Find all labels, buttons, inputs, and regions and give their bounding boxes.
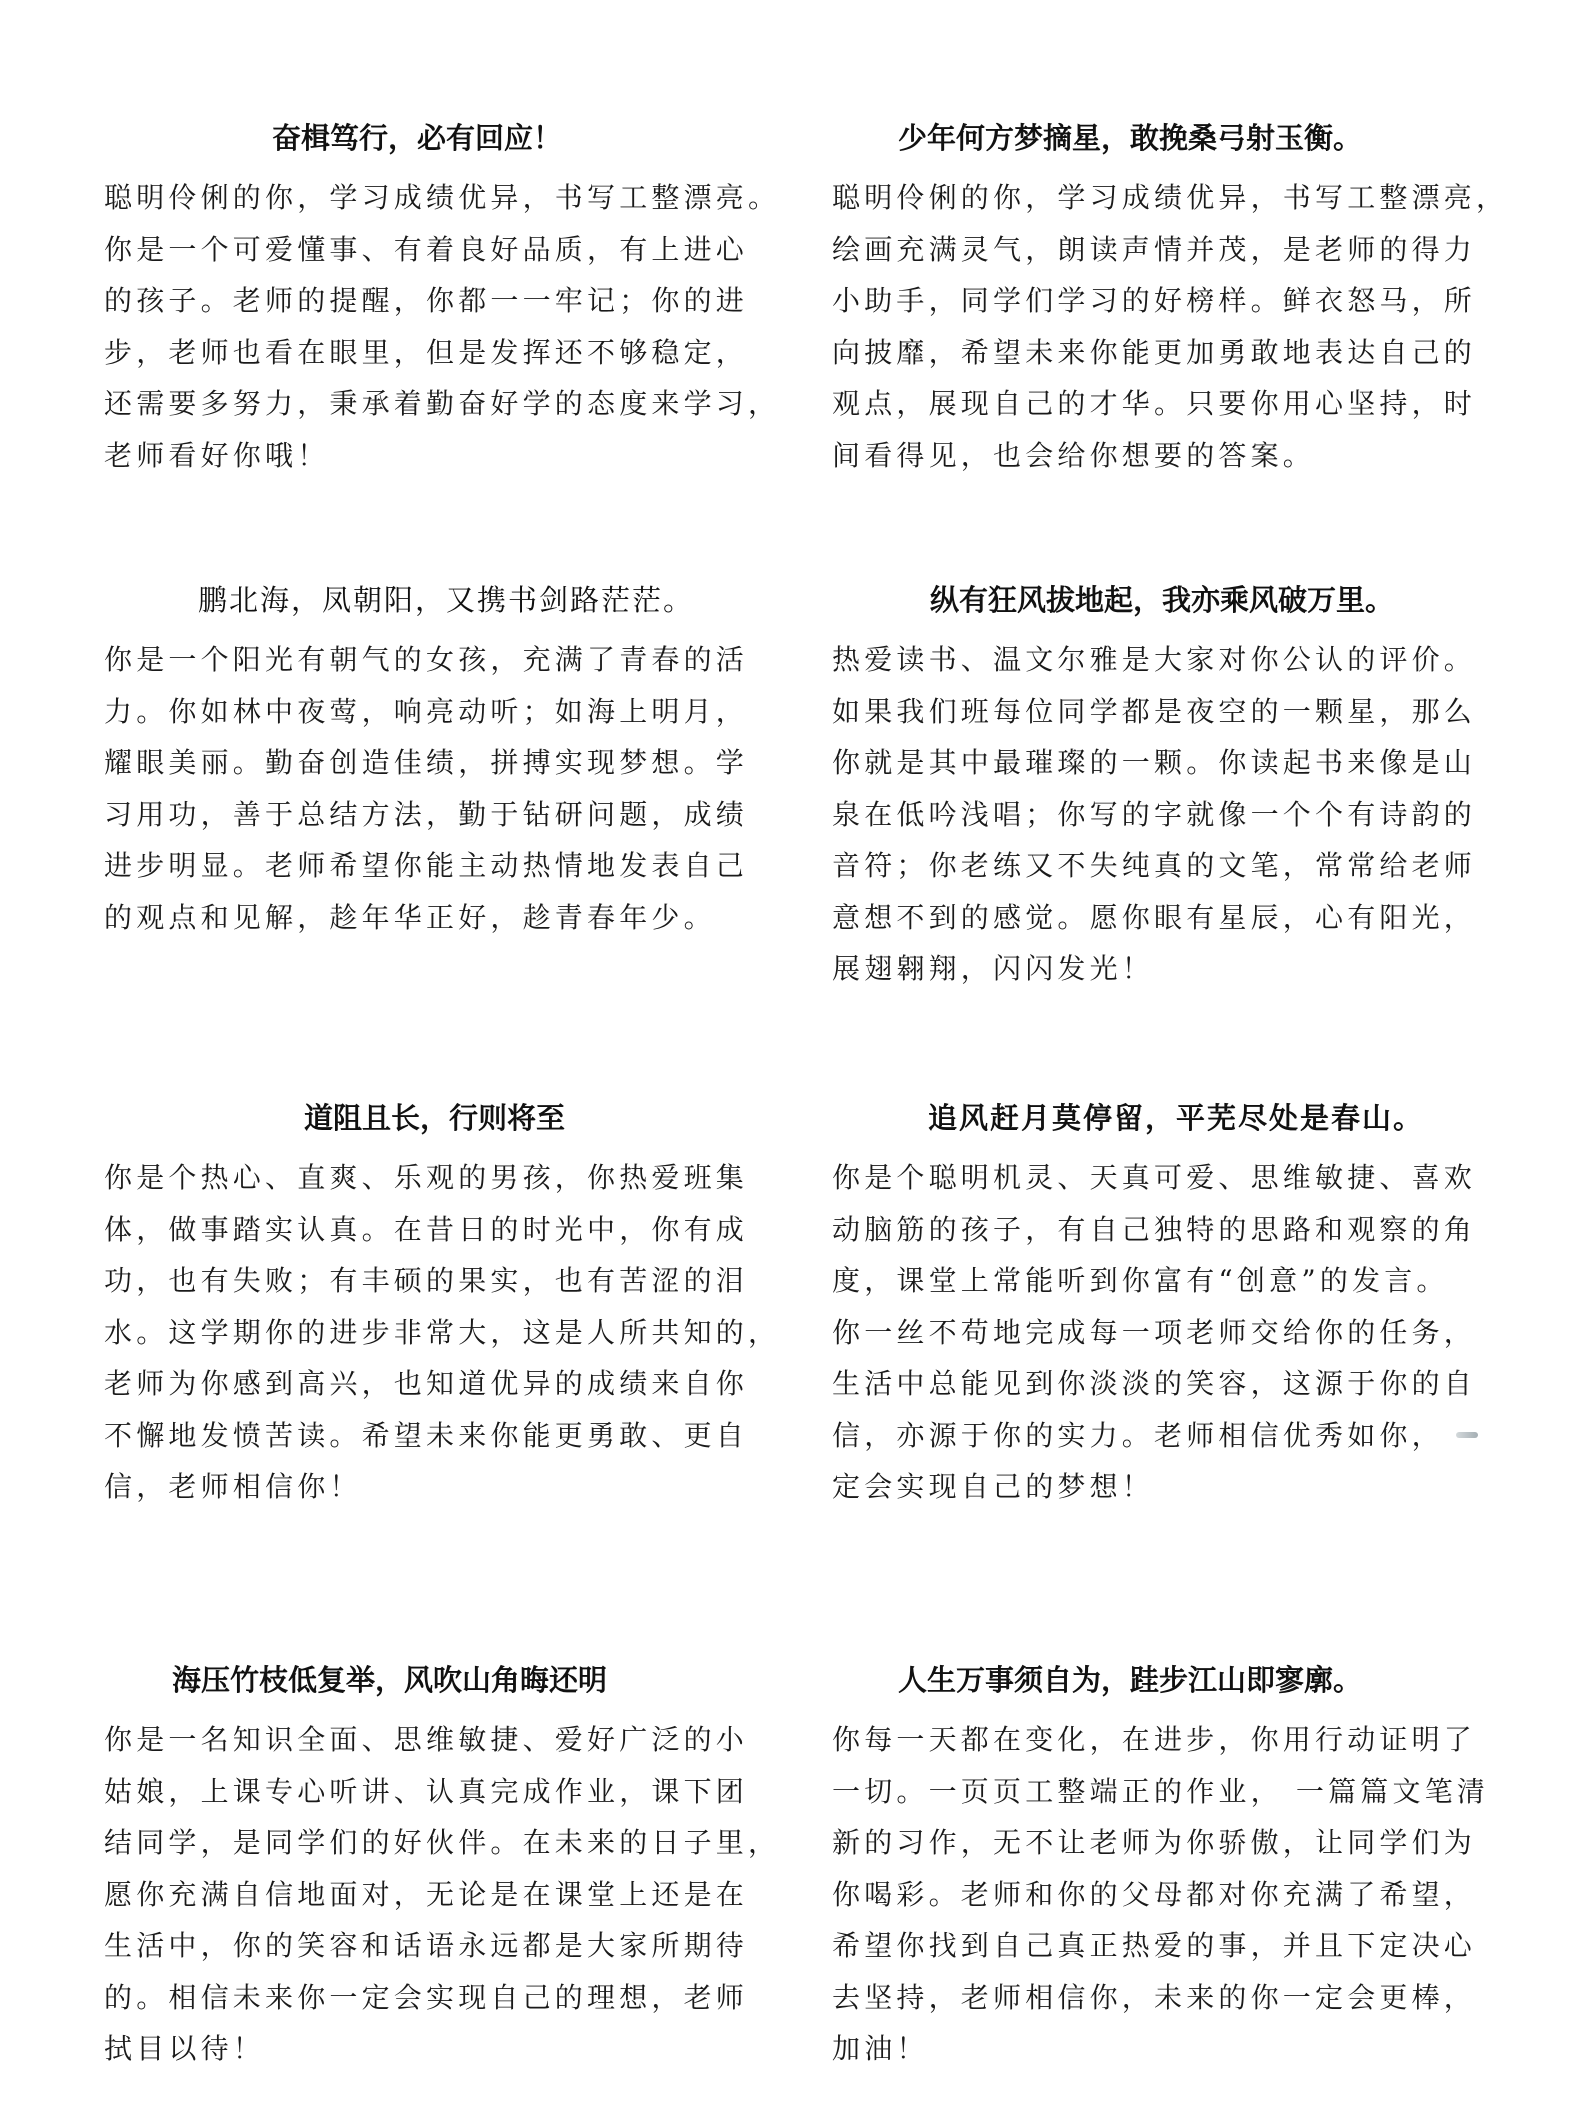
card-body-line: 小助手，同学们学习的好榜样。鲜衣怒马，所	[832, 284, 1477, 317]
card-body-line: 希望你找到自己真正热爱的事，并且下定决心	[832, 1929, 1477, 1962]
card-body-line: 聪明伶俐的你，学习成绩优异，书写工整漂亮。	[104, 181, 781, 214]
card-body-line: 你是个聪明机灵、天真可爱、思维敏捷、喜欢	[832, 1161, 1477, 1194]
card-body-line: 生活中总能见到你淡淡的笑容，这源于你的自	[832, 1367, 1477, 1400]
card-body-line: 信，老师相信你！	[104, 1470, 362, 1503]
card-body-line: 你是一个阳光有朝气的女孩，充满了青春的活	[104, 643, 749, 676]
card-body-line: 向披靡，希望未来你能更加勇敢地表达自己的	[832, 335, 1477, 369]
ink-smudge	[1456, 1432, 1478, 1438]
card-body-line: 信，亦源于你的实力。老师相信优秀如你，	[832, 1418, 1444, 1452]
card-body-line: 你是一名知识全面、思维敏捷、爱好广泛的小	[104, 1723, 749, 1756]
card-body-line: 生活中，你的笑容和话语永远都是大家所期待	[104, 1929, 749, 1962]
card-body-line: 愿你充满自信地面对，无论是在课堂上还是在	[104, 1877, 749, 1911]
card-body-line: 新的习作，无不让老师为你骄傲，让同学们为	[832, 1826, 1477, 1859]
card-title: 海压竹枝低复举，风吹山角晦还明	[172, 1663, 608, 1697]
card-body-line: 观点，展现自己的才华。只要你用心坚持，时	[832, 387, 1477, 420]
comment-card-1	[104, 118, 784, 481]
card-body-line: 间看得见，也会给你想要的答案。	[832, 438, 1316, 472]
card-body-line: 意想不到的感觉。愿你眼有星辰，心有阳光，	[832, 900, 1477, 934]
card-body-line: 的。相信未来你一定会实现自己的理想，老师	[104, 1980, 749, 2014]
card-body-line: 功，也有失败；有丰硕的果实，也有苦涩的泪	[104, 1264, 749, 1297]
card-body	[832, 634, 1512, 995]
card-title: 奋楫笃行，必有回应！	[272, 121, 563, 155]
card-body-line: 进步明显。老师希望你能主动热情地发表自己	[104, 849, 749, 882]
comment-card-7	[104, 1660, 784, 2075]
card-body-line: 加油！	[832, 2032, 929, 2065]
card-body	[104, 1152, 784, 1513]
comment-card-8	[832, 1660, 1512, 2075]
card-body-line: 耀眼美丽。勤奋创造佳绩，拼搏实现梦想。学	[104, 746, 749, 779]
card-body-line: 你是个热心、直爽、乐观的男孩，你热爱班集	[104, 1161, 749, 1194]
card-body-line: 还需要多努力，秉承着勤奋好学的态度来学习，	[104, 387, 781, 420]
card-body-line: 拭目以待！	[104, 2032, 266, 2065]
card-body-line: 泉在低吟浅唱；你写的字就像一个个有诗韵的	[832, 797, 1477, 831]
card-title: 鹏北海，凤朝阳，又携书剑路茫茫。	[198, 583, 695, 617]
card-body	[832, 1152, 1512, 1513]
comment-card-5	[104, 1098, 784, 1513]
card-body	[104, 634, 784, 943]
card-body-line: 水。这学期你的进步非常大，这是人所共知的，	[104, 1315, 781, 1349]
card-body	[832, 1714, 1512, 2075]
comment-card-4	[832, 580, 1512, 995]
card-body-line: 去坚持，老师相信你，未来的你一定会更棒，	[832, 1980, 1477, 2014]
card-body	[832, 172, 1512, 481]
comment-card-3	[104, 580, 784, 943]
card-body-line: 老师看好你哦！	[104, 438, 330, 472]
card-body-line: 力。你如林中夜莺，响亮动听；如海上明月，	[104, 694, 749, 728]
card-title: 少年何方梦摘星，敢挽桑弓射玉衡。	[898, 121, 1363, 155]
card-title: 人生万事须自为，跬步江山即寥廓。	[898, 1663, 1363, 1697]
card-body-line: 姑娘，上课专心听讲、认真完成作业，课下团	[104, 1774, 749, 1808]
card-body-line: 不懈地发愤苦读。希望未来你能更勇敢、更自	[104, 1418, 749, 1452]
card-body-line: 你就是其中最璀璨的一颗。你读起书来像是山	[832, 746, 1477, 779]
comment-card-6	[832, 1098, 1512, 1513]
card-title: 道阻且长，行则将至	[304, 1101, 566, 1135]
card-body-line: 老师为你感到高兴，也知道优异的成绩来自你	[104, 1367, 749, 1400]
card-body-line: 的孩子。老师的提醒，你都一一牢记；你的进	[104, 284, 749, 317]
card-body-line: 结同学，是同学们的好伙伴。在未来的日子里，	[104, 1826, 781, 1859]
card-body-line: 一切。一页页工整端正的作业， 一篇篇文笔清	[832, 1774, 1490, 1808]
card-body-line: 热爱读书、温文尔雅是大家对你公认的评价。	[832, 643, 1477, 676]
card-body-line: 展翅翱翔，闪闪发光！	[832, 952, 1155, 985]
card-body-line: 步，老师也看在眼里，但是发挥还不够稳定，	[104, 335, 749, 369]
card-body-line: 动脑筋的孩子，有自己独特的思路和观察的角	[832, 1212, 1477, 1246]
card-body-line: 你一丝不苟地完成每一项老师交给你的任务，	[832, 1315, 1477, 1349]
card-body-line: 聪明伶俐的你，学习成绩优异，书写工整漂亮，	[832, 181, 1509, 214]
card-body-line: 绘画充满灵气，朗读声情并茂，是老师的得力	[832, 232, 1477, 266]
card-body-line: 如果我们班每位同学都是夜空的一颗星，那么	[832, 694, 1477, 728]
card-body-line: 你每一天都在变化，在进步，你用行动证明了	[832, 1723, 1477, 1756]
card-body-line: 你喝彩。老师和你的父母都对你充满了希望，	[832, 1877, 1477, 1911]
card-body-line: 定会实现自己的梦想！	[832, 1470, 1155, 1503]
card-body-line: 习用功，善于总结方法，勤于钻研问题，成绩	[104, 797, 749, 831]
card-body-line: 体，做事踏实认真。在昔日的时光中，你有成	[104, 1212, 749, 1246]
card-title: 纵有狂风拔地起，我亦乘风破万里。	[930, 583, 1395, 617]
card-title: 追风赶月莫停留，平芜尽处是春山。	[928, 1101, 1425, 1135]
card-body-line: 音符；你老练又不失纯真的文笔，常常给老师	[832, 849, 1477, 882]
comment-card-2	[832, 118, 1512, 481]
card-body-line: 你是一个可爱懂事、有着良好品质，有上进心	[104, 232, 749, 266]
card-body	[104, 1714, 784, 2075]
card-body	[104, 172, 784, 481]
card-body-line: 度，课堂上常能听到你富有“创意”的发言。	[832, 1264, 1449, 1297]
card-body-line: 的观点和见解，趁年华正好，趁青春年少。	[104, 900, 716, 934]
